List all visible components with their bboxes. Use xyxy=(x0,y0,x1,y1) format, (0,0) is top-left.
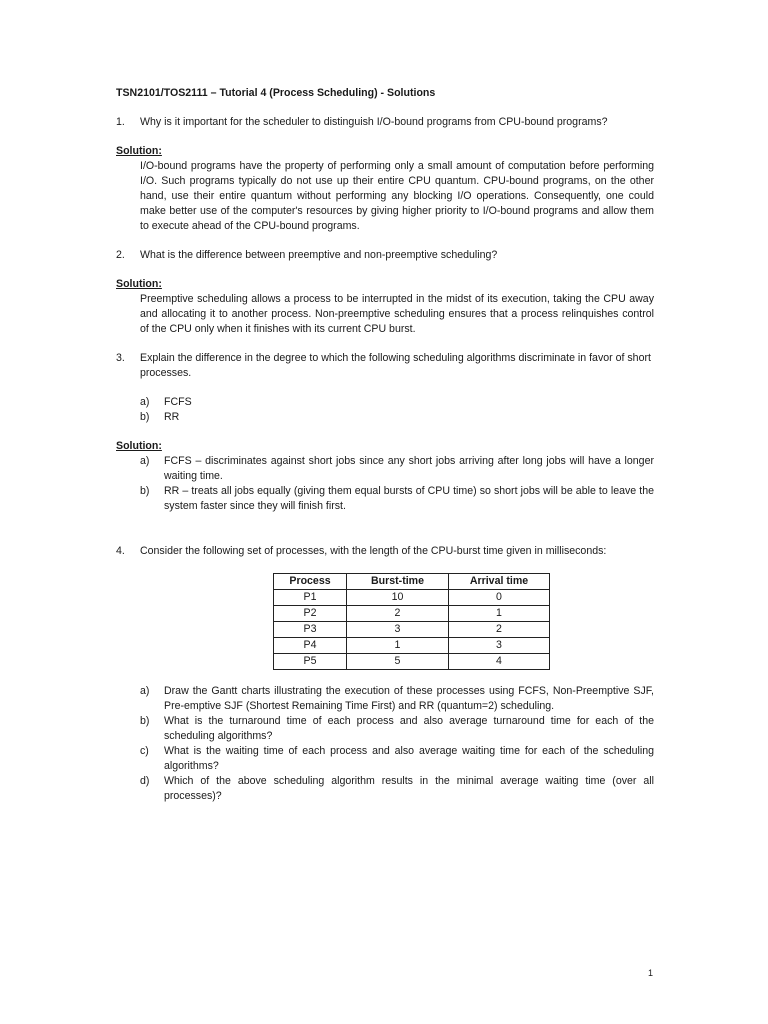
solution-label: Solution: xyxy=(116,278,162,290)
question-text: Consider the following set of processes, with the length of the CPU-burst time given in milliseconds: xyxy=(140,545,607,557)
question-number: 3. xyxy=(116,352,125,364)
table-row xyxy=(274,606,550,622)
column-header-arrival-time: Arrival time xyxy=(449,574,550,590)
question-part: c) What is the waiting time of each process and also average waiting time for each of the scheduling algorithms? xyxy=(140,745,654,772)
question-part: a) Draw the Gantt charts illustrating the execution of these processes using FCFS, Non-Preemptive SJF, Pre-emptive SJF (Shortest Remaining Time First) and RR (quantum=2) scheduling. xyxy=(140,685,654,712)
table-row xyxy=(274,622,550,638)
table-cell: 3 xyxy=(347,622,449,638)
table-cell: P2 xyxy=(274,606,347,622)
question-number: 1. xyxy=(116,116,125,128)
table-cell: 3 xyxy=(449,638,550,654)
option-item: a) FCFS xyxy=(140,396,192,408)
question-part: b) What is the turnaround time of each process and also average turnaround time for each of the scheduling algorithms? xyxy=(140,715,654,742)
document-title: TSN2101/TOS2111 – Tutorial 4 (Process Scheduling) - Solutions xyxy=(116,87,436,99)
table-cell: P4 xyxy=(274,638,347,654)
table-cell: 10 xyxy=(347,590,449,606)
table-cell: P1 xyxy=(274,590,347,606)
table-cell: 0 xyxy=(449,590,550,606)
table-row xyxy=(274,638,550,654)
question-text: What is the difference between preemptive and non-preemptive scheduling? xyxy=(140,249,498,261)
question-4 xyxy=(116,544,654,559)
option-item: b) RR xyxy=(140,411,180,423)
question-1 xyxy=(116,115,654,130)
table-cell: 2 xyxy=(449,622,550,638)
question-text: Why is it important for the scheduler to distinguish I/O-bound programs from CPU-bound programs? xyxy=(140,116,608,128)
table-cell: 5 xyxy=(347,654,449,670)
question-3 xyxy=(116,351,654,381)
table-cell: P5 xyxy=(274,654,347,670)
solution-text: Preemptive scheduling allows a process to be interrupted in the midst of its execution, taking the CPU away and allocating it to another process. Non-preemptive scheduling ensures that a process relinquishes control of the CPU only when it finishes with its current CPU burst. xyxy=(140,293,654,335)
solution-text: I/O-bound programs have the property of performing only a small amount of computation before performing I/O. Such programs typically do not use up their entire CPU quantum. CPU-bound programs, on the other hand, use their entire quantum without performing any blocking I/O operations. Consequently, one could make better use of the computer's resources by giving higher priority to I/O-bound programs and allow them to execute ahead of the CPU-bound programs. xyxy=(140,160,654,232)
page-number: 1 xyxy=(648,968,654,978)
question-2 xyxy=(116,248,654,263)
solution-item: b) RR – treats all jobs equally (giving them equal bursts of CPU time) so short jobs will be able to leave the system faster since they will finish first. xyxy=(140,485,654,512)
column-header-burst-time: Burst-time xyxy=(347,574,449,590)
question-part: d) Which of the above scheduling algorithm results in the minimal average waiting time (over all processes)? xyxy=(140,775,654,802)
question-text: Explain the difference in the degree to which the following scheduling algorithms discriminate in favor of short processes. xyxy=(140,352,651,379)
table-cell: 1 xyxy=(347,638,449,654)
table-header-row xyxy=(274,574,550,590)
process-table xyxy=(273,573,550,670)
column-header-process: Process xyxy=(274,574,347,590)
solution-item: a) FCFS – discriminates against short jobs since any short jobs arriving after long jobs will have a longer waiting time. xyxy=(140,455,654,482)
solution-label: Solution: xyxy=(116,440,162,452)
table-cell: 2 xyxy=(347,606,449,622)
table-row xyxy=(274,654,550,670)
question-number: 4. xyxy=(116,545,125,557)
table-row xyxy=(274,590,550,606)
question-number: 2. xyxy=(116,249,125,261)
table-cell: 4 xyxy=(449,654,550,670)
table-cell: 1 xyxy=(449,606,550,622)
table-cell: P3 xyxy=(274,622,347,638)
document-page xyxy=(116,86,654,804)
solution-label: Solution: xyxy=(116,145,162,157)
